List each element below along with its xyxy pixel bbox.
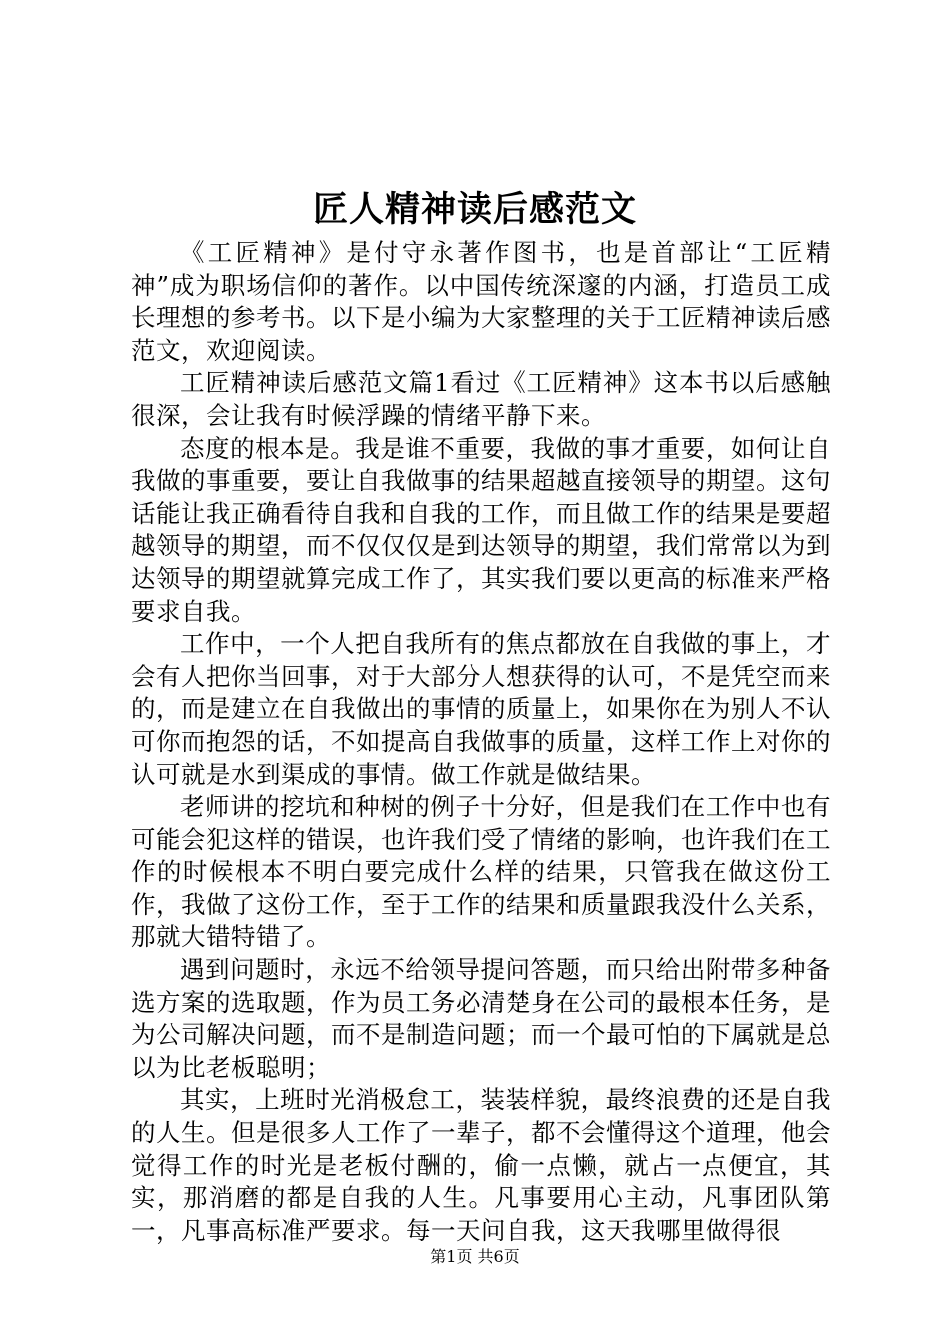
paragraph: 态度的根本是。我是谁不重要，我做的事才重要，如何让自我做的事重要，要让自我做事的结果超越直接领导的期望。这句话能让我正确看待自我和自我的工作，而且做工作的结果是要超越领导的期望，而不仅仅仅是到达领导的期望，我们常常以为到达领导的期望就算完成工作了，其实我们要以更高的标准来严格要求自我。: [131, 433, 831, 626]
paragraph: 其实，上班时光消极怠工，装装样貌，最终浪费的还是自我的人生。但是很多人工作了一辈子，都不会懂得这个道理，他会觉得工作的时光是老板付酬的，偷一点懒，就占一点便宜，其实，那消磨的都是自我的人生。凡事要用心主动，凡事团队第一，凡事高标准严要求。每一天问自我，这天我哪里做得很: [131, 1085, 831, 1245]
paragraph: 工作中，一个人把自我所有的焦点都放在自我做的事上，才会有人把你当回事，对于大部分人想获得的认可，不是凭空而来的，而是建立在自我做出的事情的质量上，如果你在为别人不认可你而抱怨的话，不如提高自我做事的质量，这样工作上对你的认可就是水到渠成的事情。做工作就是做结果。: [131, 629, 831, 789]
paragraph: 《工匠精神》是付守永著作图书，也是首部让“工匠精神”成为职场信仰的著作。以中国传统深邃的内涵，打造员工成长理想的参考书。以下是小编为大家整理的关于工匠精神读后感范文，欢迎阅读。: [131, 238, 831, 365]
document-title: 匠人精神读后感范文: [312, 189, 637, 230]
page-footer: 第1页 共6页: [430, 1247, 520, 1266]
paragraph: 老师讲的挖坑和种树的例子十分好，但是我们在工作中也有可能会犯这样的错误，也许我们受了情绪的影响，也许我们在工作的时候根本不明白要完成什么样的结果，只管我在做这份工作，我做了这份工作，至于工作的结果和质量跟我没什么关系，那就大错特错了。: [131, 792, 831, 952]
document-body: [131, 237, 831, 1247]
paragraph: 遇到问题时，永远不给领导提问答题，而只给出附带多种备选方案的选取题，作为员工务必清楚身在公司的最根本任务，是为公司解决问题，而不是制造问题；而一个最可怕的下属就是总以为比老板聪明；: [131, 955, 831, 1082]
paragraph: 工匠精神读后感范文篇1看过《工匠精神》这本书以后感触很深，会让我有时候浮躁的情绪平静下来。: [131, 368, 831, 430]
